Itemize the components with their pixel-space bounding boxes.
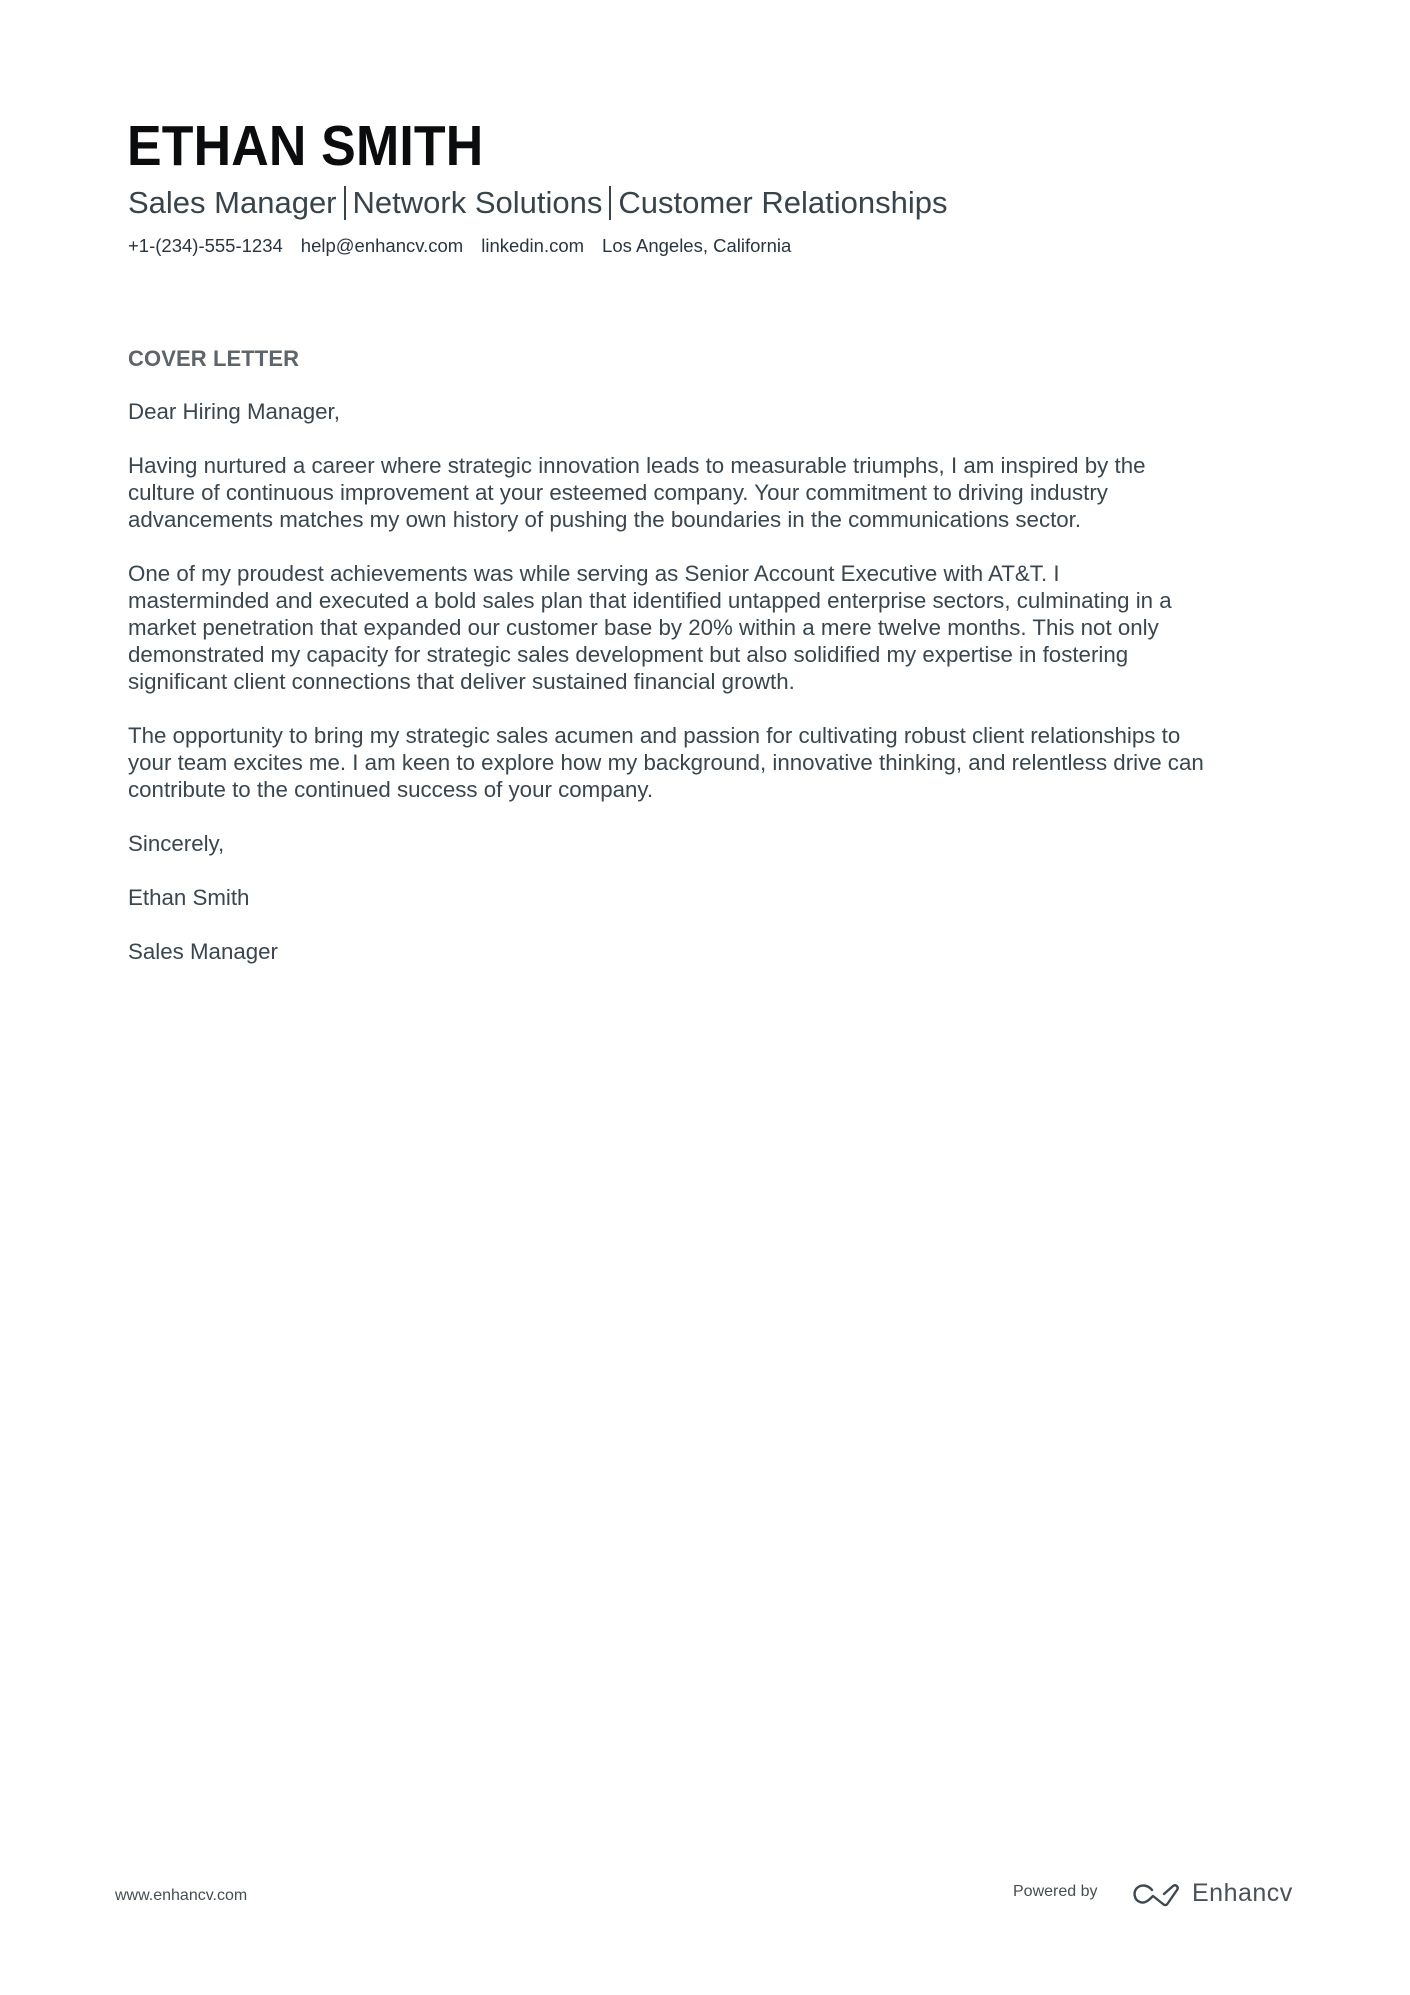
signature-title: Sales Manager: [128, 939, 278, 964]
contact-linkedin[interactable]: linkedin.com: [481, 235, 585, 256]
paragraph-line: market penetration that expanded our customer base by 20% within a mere twelve months. This not only: [128, 615, 1159, 640]
letter-body: [128, 398, 1298, 992]
enhancv-logo[interactable]: [1132, 1880, 1292, 1910]
closing: Sincerely,: [128, 831, 225, 856]
powered-by-label: Powered by: [1013, 1883, 1098, 1900]
paragraph-line: demonstrated my capacity for strategic sales development but also solidified my expertise in fostering: [128, 642, 1129, 667]
enhancv-brand-name: Enhancv: [1192, 1879, 1293, 1907]
signature-name: Ethan Smith: [128, 885, 250, 910]
paragraph-line: significant client connections that deliver sustained financial growth.: [128, 669, 795, 694]
salutation: Dear Hiring Manager,: [128, 399, 340, 424]
contact-location: Los Angeles, California: [602, 235, 792, 256]
enhancv-logo-icon: [1132, 1882, 1182, 1908]
separator: [609, 186, 611, 220]
headline-focus: Customer Relationships: [618, 185, 948, 220]
headline-specialty: Network Solutions: [352, 185, 603, 220]
paragraph-line: masterminded and executed a bold sales plan that identified untapped enterprise sectors, culminating in a: [128, 588, 1172, 613]
headline: [128, 184, 947, 222]
contact-email[interactable]: help@enhancv.com: [300, 235, 464, 256]
paragraph-line: advancements matches my own history of pushing the boundaries in the communications sector.: [128, 507, 1082, 532]
contact-info: [128, 234, 809, 258]
paragraph-line: contribute to the continued success of your company.: [128, 777, 654, 802]
separator: [344, 186, 346, 220]
paragraph-line: Having nurtured a career where strategic innovation leads to measurable triumphs, I am inspired by the: [128, 453, 1146, 478]
paragraph-line: culture of continuous improvement at your esteemed company. Your commitment to driving industry: [128, 480, 1108, 505]
paragraph-line: The opportunity to bring my strategic sales acumen and passion for cultivating robust client relationships to: [128, 723, 1181, 748]
applicant-name: ETHAN SMITH: [127, 114, 484, 178]
footer-website-link[interactable]: www.enhancv.com: [115, 1887, 248, 1904]
paragraph-2: [128, 560, 1298, 695]
section-title: COVER LETTER: [128, 346, 300, 371]
headline-role: Sales Manager: [128, 185, 337, 220]
paragraph-line: your team excites me. I am keen to explore how my background, innovative thinking, and relentless drive can: [128, 750, 1204, 775]
paragraph-3: [128, 722, 1298, 803]
paragraph-line: One of my proudest achievements was while serving as Senior Account Executive with AT&T. I: [128, 561, 1060, 586]
contact-phone[interactable]: +1-(234)-555-1234: [128, 235, 283, 256]
paragraph-1: [128, 452, 1298, 533]
